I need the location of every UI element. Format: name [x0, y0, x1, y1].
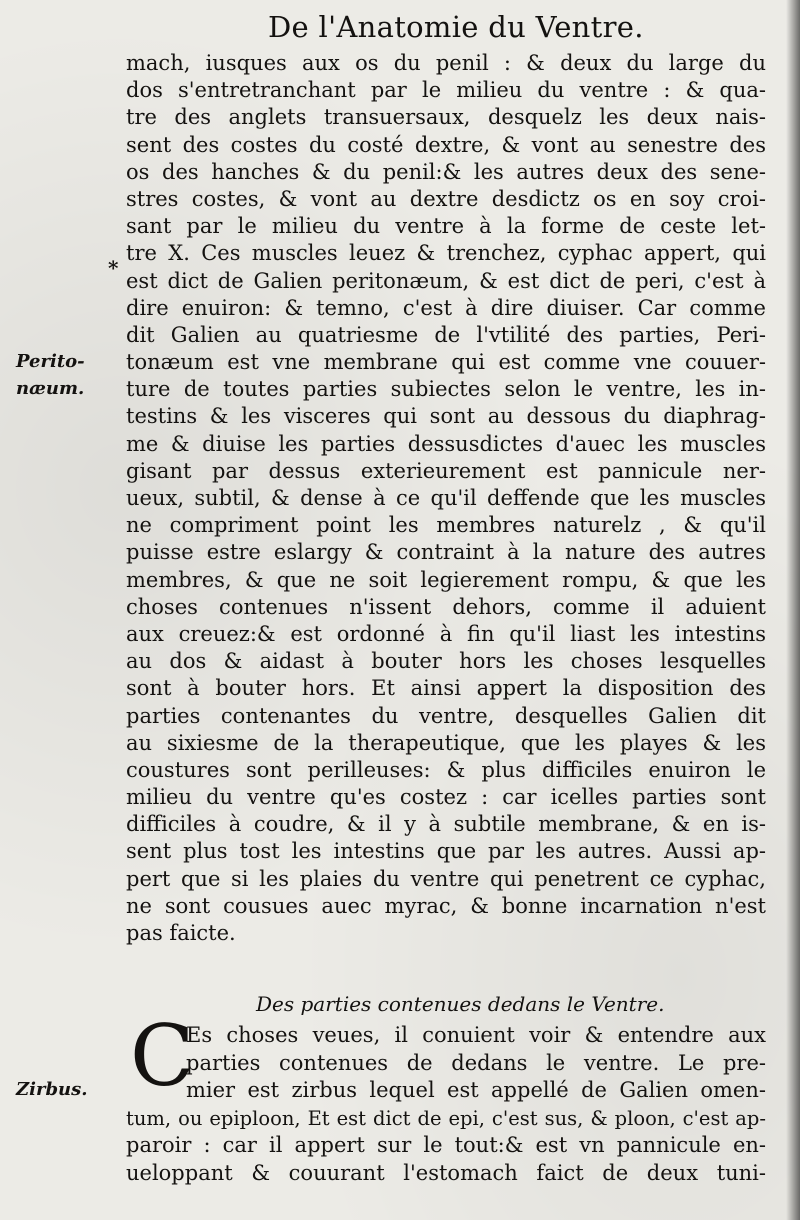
marginal-asterisk: * — [108, 256, 119, 280]
text-line: tum, ou epiploon, Et est dict de epi, c'est sus, & ploon, c'est ap- — [126, 1106, 766, 1130]
text-line: sont à bouter hors. Et ainsi appert la disposition des — [126, 676, 766, 701]
text-line: dire enuiron: & temno, c'est à dire diuiser. Car comme — [126, 295, 766, 320]
text-line: parties contenues de dedans le ventre. Le pre- — [186, 1050, 766, 1075]
text-line: difficiles à coudre, & il y à subtile membrane, & en is- — [126, 812, 766, 837]
text-line: ueloppant & couurant l'estomach faict de deux tuni- — [126, 1160, 766, 1185]
text-line: ne compriment point les membres naturelz , & qu'il — [126, 513, 766, 538]
text-line: pert que si les plaies du ventre qui penetrent ce cyphac, — [126, 866, 766, 891]
paragraph-contained-parts — [126, 1022, 766, 1188]
drop-cap: C — [130, 1007, 195, 1105]
text-line: ture de toutes parties subiectes selon le ventre, les in- — [126, 377, 766, 402]
paragraph-anatomy-abdomen — [126, 50, 766, 947]
text-line: est dict de Galien peritonæum, & est dict de peri, c'est à — [126, 268, 766, 293]
text-line: sant par le milieu du ventre à la forme de ceste let- — [126, 214, 766, 239]
text-line: Es choses veues, il conuient voir & entendre aux — [186, 1023, 766, 1047]
text-line: milieu du ventre qu'es costez : car icelles parties sont — [126, 785, 766, 810]
text-line: dit Galien au quatriesme de l'vtilité des parties, Peri- — [126, 322, 766, 347]
margin-note-line: næum. — [16, 378, 85, 399]
margin-note-zirbus — [16, 1076, 88, 1103]
text-line: sent plus tost les intestins que par les autres. Aussi ap- — [126, 839, 766, 864]
text-line: au sixiesme de la therapeutique, que les playes & les — [126, 730, 766, 755]
text-line: ne sont cousues auec myrac, & bonne incarnation n'est — [126, 893, 766, 918]
page-edge-shadow — [786, 0, 800, 1220]
text-line: pas faicte. — [126, 921, 236, 945]
text-line: choses contenues n'issent dehors, comme il aduient — [126, 594, 766, 619]
text-line: testins & les visceres qui sont au dessous du diaphrag- — [126, 404, 766, 429]
text-line: dos s'entretranchant par le milieu du ventre : & qua- — [126, 78, 766, 103]
text-line: puisse estre eslargy & contraint à la nature des autres — [126, 540, 766, 565]
text-line: me & diuise les parties dessusdictes d'auec les muscles — [126, 431, 766, 456]
text-line: parties contenantes du ventre, desquelles Galien dit — [126, 703, 766, 728]
text-line: mier est zirbus lequel est appellé de Galien omen- — [186, 1078, 766, 1103]
text-line: tre X. Ces muscles leuez & trenchez, cyphac appert, qui — [126, 241, 766, 266]
text-line: stres costes, & vont au dextre desdictz os en soy croi- — [126, 186, 766, 211]
text-line: coustures sont perilleuses: & plus difficiles enuiron le — [126, 757, 766, 782]
text-line: membres, & que ne soit legierement rompu, & que les — [126, 567, 766, 592]
margin-note-peritonaeum — [16, 348, 85, 402]
section-heading: Des parties contenues dedans le Ventre. — [256, 992, 665, 1016]
text-line: tre des anglets transuersaux, desquelz les deux nais- — [126, 105, 766, 130]
text-line: paroir : car il appert sur le tout:& est vn pannicule en- — [126, 1133, 766, 1158]
text-line: ueux, subtil, & dense à ce qu'il deffende que les muscles — [126, 486, 766, 510]
margin-note-line: Perito- — [16, 351, 85, 372]
text-line: mach, iusques aux os du penil : & deux du large du — [126, 51, 766, 75]
text-line: sent des costes du costé dextre, & vont au senestre des — [126, 132, 766, 157]
text-line: aux creuez:& est ordonné à fin qu'il liast les intestins — [126, 621, 766, 646]
text-line: os des hanches & du penil:& les autres deux des sene- — [126, 159, 766, 184]
text-line: tonæum est vne membrane qui est comme vne couuer- — [126, 350, 766, 375]
text-line: gisant par dessus exterieurement est pannicule ner- — [126, 458, 766, 483]
margin-note-line: Zirbus. — [16, 1079, 88, 1100]
running-head: De l'Anatomie du Ventre. — [268, 10, 644, 44]
text-line: au dos & aidast à bouter hors les choses lesquelles — [126, 649, 766, 674]
